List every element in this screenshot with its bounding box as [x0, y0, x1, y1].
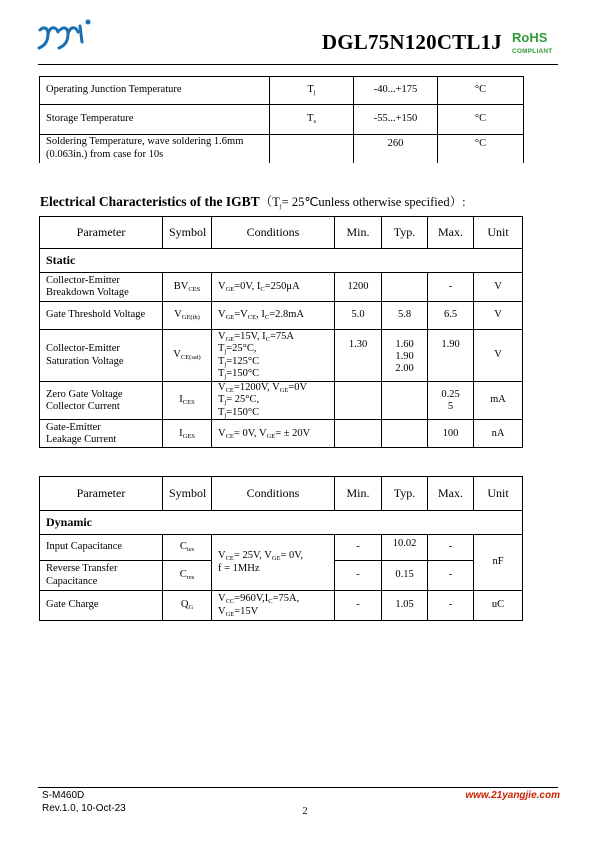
table-row: [40, 591, 523, 621]
rohs-badge: RoHS: [512, 30, 548, 45]
page-number: 2: [302, 806, 308, 817]
col-header: Typ.: [382, 477, 428, 511]
ratings-table: [39, 76, 524, 163]
col-header: Unit: [474, 477, 523, 511]
param-name: Reverse Transfer Capacitance: [40, 561, 163, 591]
param-conditions: $V_{CE}= 25V$, $V_{GE}= 0V$, f = 1MHz: [212, 535, 335, 591]
col-header: Parameter: [40, 477, 163, 511]
param-min: [335, 382, 382, 420]
table-row: [40, 420, 523, 448]
param-typ: 1.05: [382, 591, 428, 621]
col-header: Conditions: [212, 477, 335, 511]
table-row: [40, 105, 524, 135]
param-name: Input Capacitance: [40, 535, 163, 561]
param-typ: [382, 420, 428, 448]
param-max: 100: [428, 420, 474, 448]
param-min: -: [335, 535, 382, 561]
group-title: Dynamic: [40, 511, 523, 535]
rating-unit: °C: [438, 77, 524, 105]
dynamic-characteristics-table: [39, 476, 523, 621]
param-min: 1.30: [335, 330, 382, 382]
param-typ: 10.02: [382, 535, 428, 561]
rating-symbol: $T_j$: [270, 77, 354, 105]
rating-name: Storage Temperature: [40, 105, 270, 135]
param-typ: 0.15: [382, 561, 428, 591]
param-conditions: $V_{GE}=V_{CE}$, $I_C=2.8mA$: [212, 302, 335, 330]
table-row: [40, 302, 523, 330]
param-min: -: [335, 561, 382, 591]
col-header: Conditions: [212, 217, 335, 249]
table-row: [40, 535, 523, 561]
col-header: Min.: [335, 217, 382, 249]
rating-name: Operating Junction Temperature: [40, 77, 270, 105]
col-header: Unit: [474, 217, 523, 249]
col-header: Max.: [428, 477, 474, 511]
param-unit: V: [474, 302, 523, 330]
table-row: [40, 382, 523, 420]
param-min: [335, 420, 382, 448]
rating-unit: °C: [438, 135, 524, 163]
param-min: 5.0: [335, 302, 382, 330]
rating-value: -40...+175: [354, 77, 438, 105]
param-max: 0.25 5: [428, 382, 474, 420]
param-name: Gate Charge: [40, 591, 163, 621]
table-header-row: [40, 477, 523, 511]
rating-value: 260: [354, 135, 438, 163]
param-symbol: $V_{GE(th)}$: [163, 302, 212, 330]
rohs-compliant-label: COMPLIANT: [512, 48, 553, 55]
footer-rule: [38, 787, 558, 788]
param-unit: V: [474, 273, 523, 302]
rating-name: Soldering Temperature, wave soldering 1.6mm (0.063in.) from case for 10s: [40, 135, 270, 163]
col-header: Typ.: [382, 217, 428, 249]
param-max: -: [428, 273, 474, 302]
param-unit: nA: [474, 420, 523, 448]
param-symbol: $I_{CES}$: [163, 382, 212, 420]
param-max: -: [428, 535, 474, 561]
section-title: Electrical Characteristics of the $IGBT(T_j=$ 25℃unless otherwise specified）:: [40, 194, 466, 210]
param-name: Collector-Emitter Saturation Voltage: [40, 330, 163, 382]
col-header: Symbol: [163, 477, 212, 511]
param-unit: mA: [474, 382, 523, 420]
param-name: Gate-Emitter Leakage Current: [40, 420, 163, 448]
group-row: [40, 249, 523, 273]
param-symbol: $C_{ies}$: [163, 535, 212, 561]
param-max: 1.90: [428, 330, 474, 382]
doc-number: S-M460D: [42, 790, 85, 801]
param-conditions: $V_{CE}= 0V$, $V_{GE}= \pm 20V$: [212, 420, 335, 448]
param-unit: uC: [474, 591, 523, 621]
table-row: [40, 273, 523, 302]
param-min: -: [335, 591, 382, 621]
param-typ: 5.8: [382, 302, 428, 330]
col-header: Max.: [428, 217, 474, 249]
rating-symbol: $T_s$: [270, 105, 354, 135]
param-typ: 1.60 1.90 2.00: [382, 330, 428, 382]
param-symbol: $Q_G$: [163, 591, 212, 621]
group-title: Static: [40, 249, 523, 273]
table-row: [40, 330, 523, 382]
param-symbol: $I_{GES}$: [163, 420, 212, 448]
rating-unit: °C: [438, 105, 524, 135]
rating-symbol: [270, 135, 354, 163]
param-typ: [382, 382, 428, 420]
param-min: 1200: [335, 273, 382, 302]
website-link[interactable]: www.21yangjie.com: [465, 790, 560, 801]
param-name: Zero Gate Voltage Collector Current: [40, 382, 163, 420]
param-max: 6.5: [428, 302, 474, 330]
col-header: Min.: [335, 477, 382, 511]
company-logo: [36, 16, 96, 58]
rating-value: -55...+150: [354, 105, 438, 135]
param-conditions: $V_{CC}=960V,I_C=75A$, $V_{GE}=15V$: [212, 591, 335, 621]
param-name: Collector-Emitter Breakdown Voltage: [40, 273, 163, 302]
param-unit: V: [474, 330, 523, 382]
param-symbol: $BV_{CES}$: [163, 273, 212, 302]
param-unit: nF: [474, 535, 523, 591]
param-conditions: $V_{GE}=15V$, $I_C=75A$ $T_j=25^\circ C$, $T_j=125^\circ C$ $T_j=150^\circ C$: [212, 330, 335, 382]
param-symbol: $C_{res}$: [163, 561, 212, 591]
table-header-row: [40, 217, 523, 249]
col-header: Symbol: [163, 217, 212, 249]
revision-date: Rev.1.0, 10-Oct-23: [42, 803, 126, 814]
param-max: -: [428, 561, 474, 591]
param-conditions: $V_{GE}=0V$, $I_C=250\mu A$: [212, 273, 335, 302]
param-conditions: $V_{CE}=1200V$, $V_{GE}=0V$ $T_j= 25^\circ C$, $T_j=150^\circ C$: [212, 382, 335, 420]
param-symbol: $V_{CE(sat)}$: [163, 330, 212, 382]
param-name: Gate Threshold Voltage: [40, 302, 163, 330]
table-row: [40, 77, 524, 105]
param-typ: [382, 273, 428, 302]
param-max: -: [428, 591, 474, 621]
table-row: [40, 135, 524, 163]
part-number: DGL75N120CTL1J: [321, 30, 502, 54]
header-rule: [38, 64, 558, 65]
static-characteristics-table: [39, 216, 523, 448]
col-header: Parameter: [40, 217, 163, 249]
group-row: [40, 511, 523, 535]
